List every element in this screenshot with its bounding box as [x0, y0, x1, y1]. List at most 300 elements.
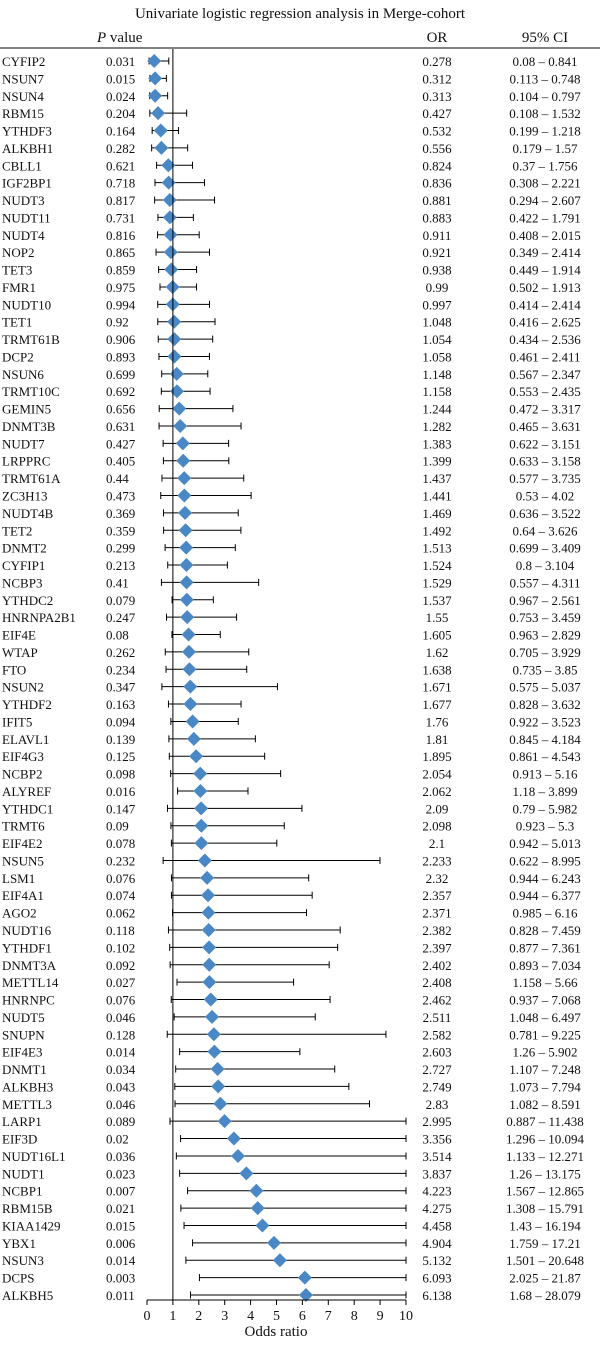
p-value: 0.906: [106, 332, 136, 348]
p-value: 0.015: [106, 71, 136, 87]
p-value: 0.074: [106, 888, 136, 904]
or-marker: [151, 106, 165, 120]
or-marker: [211, 1062, 225, 1076]
forest-row: [2, 1218, 581, 1233]
ci-value: 0.861 – 4.543: [509, 749, 581, 765]
or-marker: [205, 1010, 219, 1024]
or-marker: [164, 263, 178, 277]
forest-row: [2, 1045, 578, 1060]
p-value: 0.247: [106, 610, 136, 626]
gene-label: NUDT16L1: [2, 1148, 66, 1164]
ci-value: 1.133 – 12.271: [506, 1148, 584, 1164]
or-value: 0.883: [422, 210, 452, 226]
p-value: 0.079: [106, 592, 136, 608]
p-value: 0.089: [106, 1114, 136, 1130]
p-value: 0.213: [106, 558, 136, 574]
p-value: 0.44: [106, 471, 129, 487]
ci-value: 0.199 – 1.218: [509, 123, 581, 139]
p-value: 0.102: [106, 940, 136, 956]
p-value: 0.347: [106, 679, 136, 695]
or-value: 4.458: [422, 1218, 452, 1234]
gene-label: NUDT3: [2, 193, 45, 209]
ci-value: 1.759 – 17.21: [509, 1235, 581, 1251]
or-marker: [148, 71, 162, 85]
ci-value: 1.073 – 7.794: [509, 1079, 581, 1095]
gene-label: NUDT1: [2, 1166, 45, 1182]
ci-value: 0.179 – 1.57: [512, 140, 578, 156]
ci-value: 0.877 – 7.361: [509, 940, 581, 956]
ci-value: 0.308 – 2.221: [509, 175, 581, 191]
forest-row: [2, 263, 581, 278]
ci-value: 0.37 – 1.756: [512, 158, 578, 174]
gene-label: LRPPRC: [2, 453, 51, 469]
forest-row: [2, 454, 581, 469]
or-marker: [239, 1166, 253, 1180]
p-value: 0.817: [106, 193, 136, 209]
or-value: 2.995: [422, 1114, 452, 1130]
gene-label: DNMT2: [2, 540, 47, 556]
p-value: 0.299: [106, 540, 136, 556]
gene-label: YTHDF2: [2, 697, 52, 713]
gene-label: NSUN6: [2, 366, 44, 382]
or-marker: [177, 489, 191, 503]
or-value: 3.514: [422, 1148, 452, 1164]
gene-label: LARP1: [2, 1114, 42, 1130]
or-value: 0.938: [422, 262, 452, 278]
gene-label: WTAP: [2, 644, 38, 660]
or-marker: [193, 767, 207, 781]
p-value: 0.027: [106, 975, 136, 991]
or-marker: [183, 680, 197, 694]
or-value: 2.749: [422, 1079, 452, 1095]
forest-row: [2, 906, 578, 921]
gene-label: NCBP3: [2, 575, 43, 591]
gene-label: NUDT4B: [2, 505, 54, 521]
gene-label: METTL3: [2, 1096, 52, 1112]
forest-row: [2, 958, 581, 973]
p-value: 0.656: [106, 401, 136, 417]
gene-label: NSUN4: [2, 88, 44, 104]
ci-value: 0.553 – 2.435: [509, 384, 581, 400]
ci-value: 0.633 – 3.158: [509, 453, 581, 469]
or-value: 0.278: [422, 54, 452, 69]
p-value: 0.09: [106, 818, 129, 834]
p-value: 0.118: [106, 923, 135, 938]
ci-value: 0.461 – 2.411: [509, 349, 581, 365]
or-value: 1.148: [422, 366, 452, 382]
forest-row: [2, 767, 578, 782]
or-marker: [179, 558, 193, 572]
p-value: 0.234: [106, 662, 136, 678]
p-value: 0.163: [106, 697, 136, 713]
gene-label: HNRNPC: [2, 992, 55, 1008]
forest-row: [2, 280, 581, 295]
or-value: 0.824: [422, 158, 452, 174]
p-value: 0.427: [106, 436, 136, 452]
p-value: 0.016: [106, 783, 136, 799]
p-value: 0.034: [106, 1062, 136, 1078]
p-value: 0.816: [106, 227, 136, 243]
or-marker: [186, 714, 200, 728]
or-value: 2.511: [422, 1009, 452, 1025]
pvalue-header-p: P: [97, 30, 107, 46]
or-value: 1.383: [422, 436, 452, 452]
gene-label: FTO: [2, 662, 27, 678]
ci-value: 0.944 – 6.377: [509, 888, 581, 904]
or-value: 2.098: [422, 818, 452, 834]
forest-row: [2, 628, 581, 643]
ci-value: 0.557 – 4.311: [509, 575, 581, 591]
p-value: 0.621: [106, 158, 136, 174]
forest-row: [2, 1201, 584, 1216]
forest-row: [2, 1097, 581, 1112]
ci-value: 0.913 – 5.16: [512, 766, 578, 782]
p-value: 0.024: [106, 88, 136, 104]
ci-value: 0.502 – 1.913: [509, 279, 581, 295]
forest-row: [2, 801, 578, 816]
forest-row: [2, 1271, 581, 1286]
p-value: 0.692: [106, 384, 136, 400]
or-value: 2.603: [422, 1044, 452, 1060]
or-marker: [162, 176, 176, 190]
or-value: 1.158: [422, 384, 452, 400]
forest-row: [2, 210, 581, 225]
gene-label: EIF4E3: [2, 1044, 43, 1060]
gene-label: NSUN3: [2, 1253, 44, 1269]
or-marker: [179, 523, 193, 537]
forest-row: [2, 228, 581, 243]
or-value: 0.313: [422, 88, 452, 104]
x-tick-label: 6: [298, 1309, 306, 1324]
p-value: 0.078: [106, 836, 136, 852]
forest-row: [2, 176, 581, 191]
or-marker: [163, 193, 177, 207]
or-marker: [202, 923, 216, 937]
ci-value: 0.408 – 2.015: [509, 227, 581, 243]
gene-label: NSUN7: [2, 71, 44, 87]
ci-value: 0.622 – 3.151: [509, 436, 581, 452]
forest-row: [2, 575, 581, 590]
p-value: 0.094: [106, 714, 136, 730]
forest-row: [2, 89, 581, 104]
forest-row: [2, 506, 581, 521]
gene-label: ALKBH1: [2, 140, 54, 156]
ci-value: 1.26 – 5.902: [512, 1044, 578, 1060]
forest-row: [2, 1288, 581, 1303]
p-value: 0.405: [106, 453, 136, 469]
forest-row: [2, 610, 581, 625]
or-marker: [255, 1218, 269, 1232]
or-marker: [172, 402, 186, 416]
ci-value: 0.08 – 0.841: [512, 54, 578, 69]
gene-label: HNRNPA2B1: [2, 610, 76, 626]
ci-value: 2.025 – 21.87: [509, 1270, 581, 1286]
p-value: 0.014: [106, 1253, 136, 1269]
or-marker: [207, 1045, 221, 1059]
or-value: 0.881: [422, 193, 452, 209]
or-marker: [173, 419, 187, 433]
gene-label: EIF3D: [2, 1131, 38, 1147]
or-value: 5.132: [422, 1253, 452, 1269]
or-value: 2.462: [422, 992, 452, 1008]
p-value: 0.007: [106, 1183, 136, 1199]
gene-label: CBLL1: [2, 158, 42, 174]
p-value: 0.699: [106, 366, 136, 382]
gene-label: AGO2: [2, 905, 37, 921]
or-value: 0.556: [422, 140, 452, 156]
or-marker: [180, 610, 194, 624]
x-tick-label: 5: [273, 1309, 280, 1324]
or-marker: [213, 1097, 227, 1111]
p-value: 0.092: [106, 957, 136, 973]
forest-row: [2, 697, 581, 712]
or-marker: [204, 993, 218, 1007]
forest-row: [2, 662, 578, 677]
gene-label: DCPS: [2, 1270, 35, 1286]
gene-label: NSUN2: [2, 679, 44, 695]
p-value: 0.631: [106, 418, 136, 434]
p-value: 0.098: [106, 766, 136, 782]
ci-value: 0.416 – 2.625: [509, 314, 581, 330]
forest-row: [2, 1027, 581, 1042]
ci-value: 0.942 – 5.013: [509, 836, 581, 852]
or-value: 1.437: [422, 471, 452, 487]
gene-label: DNMT3A: [2, 957, 57, 973]
forest-row: [2, 471, 581, 486]
or-marker: [170, 367, 184, 381]
or-value: 1.55: [425, 610, 449, 626]
gene-label: NOP2: [2, 245, 35, 261]
or-marker: [273, 1253, 287, 1267]
ci-value: 1.567 – 12.865: [506, 1183, 584, 1199]
gene-label: IFIT5: [2, 714, 33, 730]
or-marker: [202, 940, 216, 954]
forest-row: [2, 732, 581, 747]
ci-value: 0.922 – 3.523: [509, 714, 581, 730]
forest-row: [2, 384, 581, 399]
or-marker: [267, 1236, 281, 1250]
or-marker: [147, 54, 161, 68]
p-value: 0.031: [106, 54, 136, 69]
gene-label: NUDT7: [2, 436, 45, 452]
p-value: 0.359: [106, 523, 136, 539]
or-marker: [187, 732, 201, 746]
p-value: 0.718: [106, 175, 136, 191]
gene-label: IGF2BP1: [2, 175, 52, 191]
or-marker: [249, 1184, 263, 1198]
forest-row: [2, 71, 581, 86]
ci-value: 0.705 – 3.929: [509, 644, 581, 660]
or-marker: [194, 801, 208, 815]
gene-label: NUDT16: [2, 923, 52, 938]
or-marker: [154, 141, 168, 155]
or-value: 1.469: [422, 505, 452, 521]
gene-label: RBM15: [2, 106, 44, 122]
ci-value: 1.26 – 13.175: [509, 1166, 581, 1182]
forest-row: [2, 402, 581, 417]
or-marker: [164, 228, 178, 242]
or-header: OR: [426, 30, 448, 46]
or-value: 3.356: [422, 1131, 452, 1147]
ci-value: 0.472 – 3.317: [509, 401, 581, 417]
ci-value: 0.79 – 5.982: [512, 801, 578, 817]
or-marker: [182, 645, 196, 659]
p-value: 0.015: [106, 1218, 136, 1234]
x-tick-label: 3: [221, 1309, 229, 1324]
or-marker: [167, 315, 181, 329]
forest-row: [2, 1236, 581, 1251]
ci-value: 1.082 – 8.591: [509, 1096, 581, 1112]
or-marker: [182, 662, 196, 676]
or-marker: [182, 628, 196, 642]
forest-row: [2, 819, 574, 834]
ci-value: 0.104 – 0.797: [509, 88, 581, 104]
forest-row: [2, 784, 578, 799]
gene-label: CYFIP2: [2, 54, 46, 69]
gene-label: ELAVL1: [2, 731, 50, 747]
p-value: 0.92: [106, 314, 129, 330]
or-marker: [176, 436, 190, 450]
p-value: 0.865: [106, 245, 136, 261]
ci-value: 0.845 – 4.184: [509, 731, 581, 747]
or-value: 0.997: [422, 297, 452, 313]
forest-row: [2, 1184, 584, 1199]
or-value: 1.81: [425, 731, 449, 747]
ci-value: 0.465 – 3.631: [509, 418, 581, 434]
ci-value: 0.349 – 2.414: [509, 245, 581, 261]
or-marker: [164, 245, 178, 259]
forest-row: [2, 1079, 581, 1094]
or-value: 0.921: [422, 245, 452, 261]
p-value: 0.975: [106, 279, 136, 295]
or-marker: [298, 1271, 312, 1285]
p-value: 0.014: [106, 1044, 136, 1060]
or-value: 1.441: [422, 488, 452, 504]
gene-label: SNUPN: [2, 1027, 45, 1043]
forest-row: [2, 888, 581, 903]
forest-row: [2, 349, 581, 364]
gene-label: ALKBH3: [2, 1079, 54, 1095]
forest-row: [2, 1114, 584, 1129]
ci-value: 1.43 – 16.194: [509, 1218, 581, 1234]
p-value: 0.036: [106, 1148, 136, 1164]
x-tick-label: 4: [247, 1309, 255, 1324]
forest-row: [2, 923, 581, 938]
p-value: 0.062: [106, 905, 136, 921]
or-marker: [194, 819, 208, 833]
forest-row: [2, 975, 578, 990]
axis-layer: [144, 1300, 414, 1324]
forest-row: [2, 158, 578, 173]
ci-value: 1.501 – 20.648: [506, 1253, 584, 1269]
or-value: 2.1: [428, 836, 446, 852]
or-value: 6.138: [422, 1287, 452, 1303]
ci-value: 0.944 – 6.243: [509, 870, 581, 886]
forest-row: [2, 714, 581, 729]
or-value: 1.244: [422, 401, 452, 417]
p-value: 0.003: [106, 1270, 136, 1286]
gene-label: YTHDF3: [2, 123, 52, 139]
gene-label: YTHDF1: [2, 940, 52, 956]
forest-row: [2, 853, 581, 868]
or-value: 0.911: [422, 227, 452, 243]
p-value: 0.41: [106, 575, 129, 591]
or-marker: [201, 888, 215, 902]
or-value: 1.638: [422, 662, 452, 678]
p-value: 0.893: [106, 349, 136, 365]
or-marker: [170, 384, 184, 398]
gene-label: YTHDC1: [2, 801, 54, 817]
ci-value: 0.636 – 3.522: [509, 505, 581, 521]
forest-row: [2, 419, 581, 434]
gene-label: NUDT10: [2, 297, 52, 313]
ci-value: 0.937 – 7.068: [509, 992, 581, 1008]
forest-row: [2, 124, 581, 139]
or-value: 0.532: [422, 123, 452, 139]
or-marker: [148, 89, 162, 103]
gene-label: NCBP2: [2, 766, 43, 782]
ci-value: 0.422 – 1.791: [509, 210, 581, 226]
or-marker: [189, 749, 203, 763]
gene-label: NUDT5: [2, 1009, 45, 1025]
forest-row: [2, 871, 581, 886]
x-tick-label: 0: [143, 1309, 151, 1324]
pvalue-header: [96, 30, 143, 46]
ci-value: 0.967 – 2.561: [509, 592, 581, 608]
or-value: 2.402: [422, 957, 452, 973]
p-value: 0.262: [106, 644, 136, 660]
or-value: 1.513: [422, 540, 452, 556]
or-marker: [193, 784, 207, 798]
forest-row: [2, 541, 581, 556]
or-value: 2.371: [422, 905, 452, 921]
p-value: 0.076: [106, 870, 136, 886]
forest-row: [2, 1253, 584, 1268]
p-value: 0.046: [106, 1009, 136, 1025]
x-tick-label: 8: [350, 1309, 358, 1324]
p-value: 0.043: [106, 1079, 136, 1095]
or-marker: [167, 332, 181, 346]
ci-value: 0.828 – 3.632: [509, 697, 581, 713]
gene-label: TET2: [2, 523, 33, 539]
ci-value: 0.699 – 3.409: [509, 540, 581, 556]
or-marker: [202, 975, 216, 989]
ci-value: 0.8 – 3.104: [515, 558, 575, 574]
or-value: 0.99: [425, 279, 449, 295]
gene-label: DNMT1: [2, 1062, 47, 1078]
ci-value: 0.893 – 7.034: [509, 957, 581, 973]
pvalue-header-rest: value: [106, 30, 143, 46]
or-marker: [180, 575, 194, 589]
ci-value: 0.575 – 5.037: [509, 679, 581, 695]
gene-label: NCBP1: [2, 1183, 43, 1199]
forest-row: [2, 940, 581, 955]
or-value: 2.062: [422, 783, 452, 799]
p-value: 0.08: [106, 627, 129, 643]
ci-value: 0.577 – 3.735: [509, 471, 581, 487]
ci-value: 0.108 – 1.532: [509, 106, 581, 122]
or-value: 2.233: [422, 853, 452, 869]
p-value: 0.164: [106, 123, 136, 139]
gene-label: DNMT3B: [2, 418, 56, 434]
ci-value: 1.296 – 10.094: [506, 1131, 584, 1147]
forest-row: [2, 245, 581, 260]
gene-label: METTL14: [2, 975, 59, 991]
or-marker: [202, 958, 216, 972]
or-value: 1.492: [422, 523, 452, 539]
or-marker: [251, 1201, 265, 1215]
p-value: 0.369: [106, 505, 136, 521]
